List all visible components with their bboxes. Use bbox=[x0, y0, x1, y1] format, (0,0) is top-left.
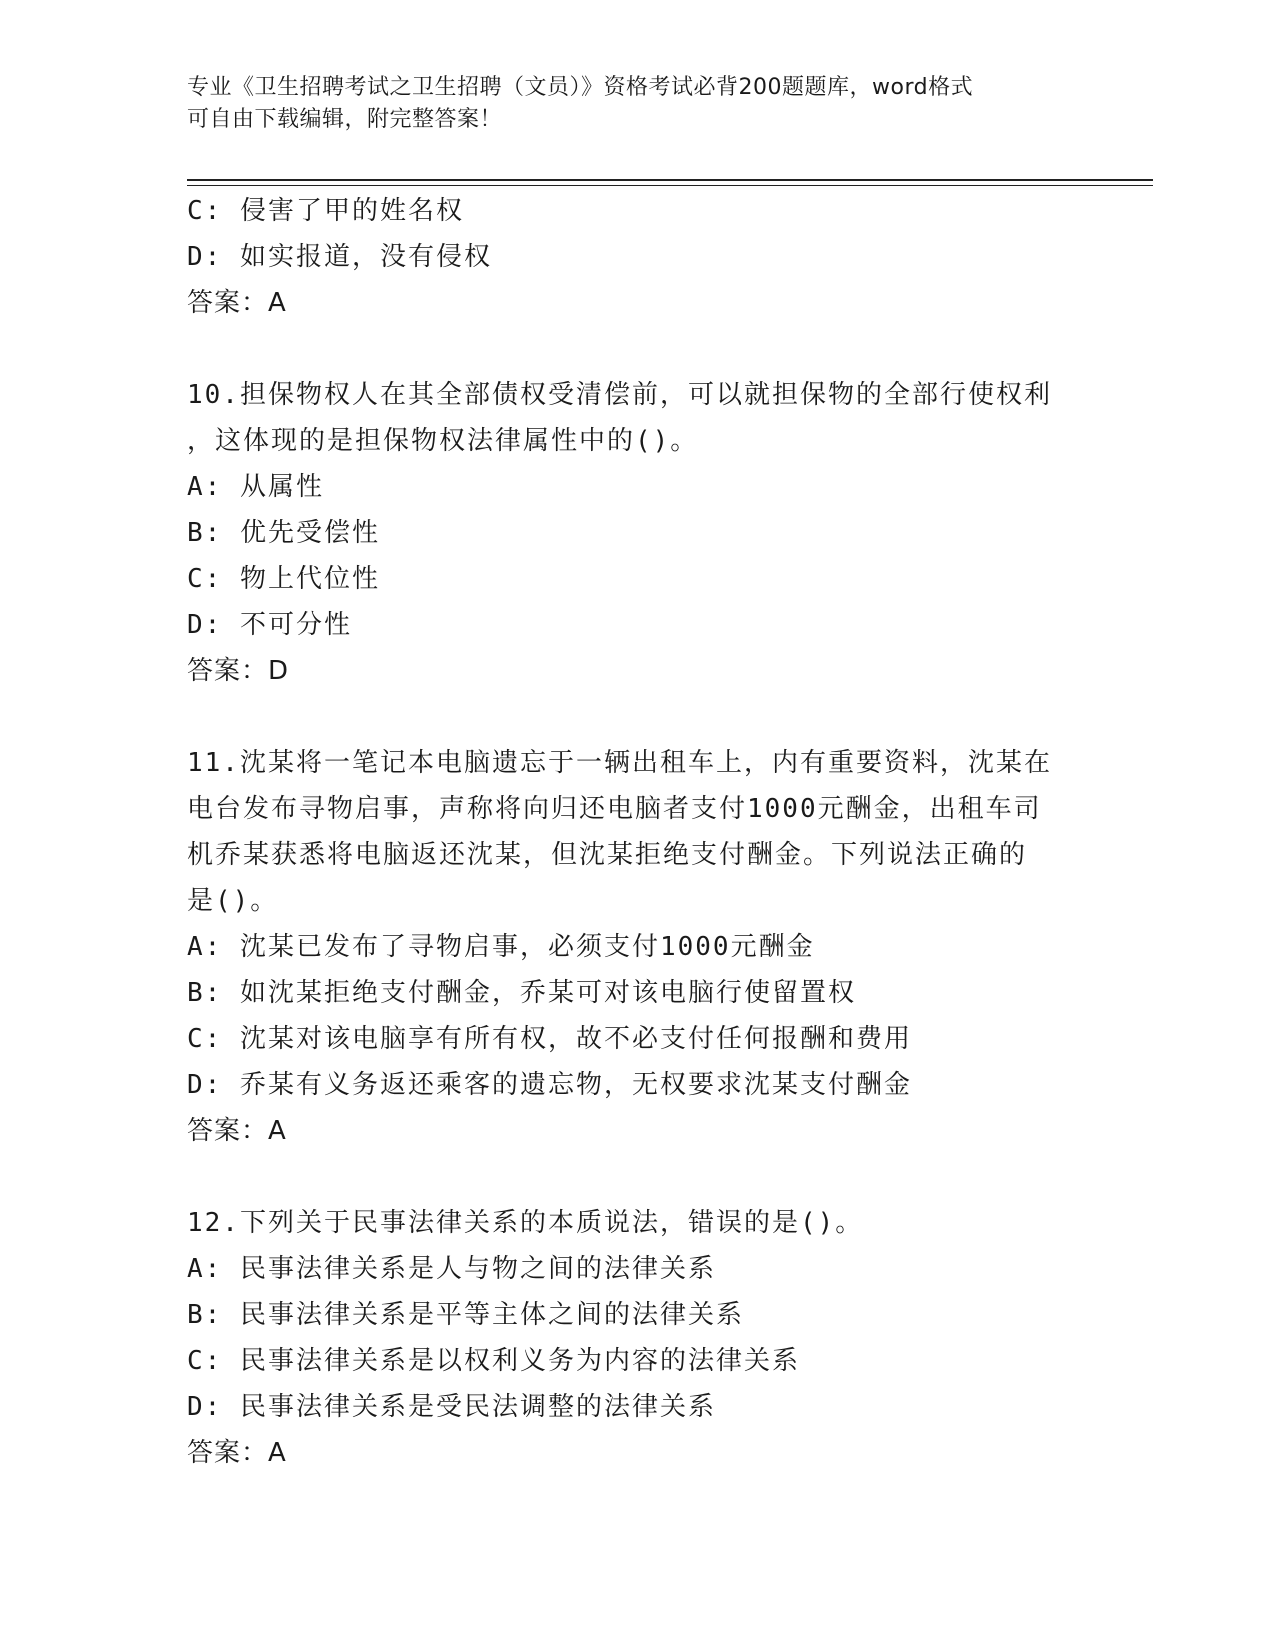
document-header bbox=[187, 72, 1087, 136]
answer-line: 答案：D bbox=[187, 656, 290, 686]
option-c: C: 民事法律关系是以权利义务为内容的法律关系 bbox=[187, 1346, 800, 1376]
question-11 bbox=[187, 740, 1087, 1154]
question-stem bbox=[187, 1200, 1087, 1246]
answer-line: 答案：A bbox=[187, 1438, 287, 1468]
question-stem bbox=[187, 740, 1087, 924]
spacer bbox=[187, 326, 1087, 372]
option-b: B: 如沈某拒绝支付酬金，乔某可对该电脑行使留置权 bbox=[187, 978, 856, 1008]
option-b: B: 优先受偿性 bbox=[187, 518, 380, 548]
header-line-1: 专业《卫生招聘考试之卫生招聘（文员）》资格考试必背200题题库，word格式 bbox=[187, 75, 974, 100]
stem-line: 电台发布寻物启事，声称将向归还电脑者支付1000元酬金，出租车司 bbox=[187, 794, 1042, 824]
header-divider-thick bbox=[187, 179, 1153, 181]
stem-line: 11.沈某将一笔记本电脑遗忘于一辆出租车上，内有重要资料，沈某在 bbox=[187, 748, 1052, 778]
option-d: D: 不可分性 bbox=[187, 610, 352, 640]
question-stem bbox=[187, 372, 1087, 464]
option-a: A: 民事法律关系是人与物之间的法律关系 bbox=[187, 1254, 716, 1284]
option-a: A: 从属性 bbox=[187, 472, 324, 502]
option-a: A: 沈某已发布了寻物启事，必须支付1000元酬金 bbox=[187, 932, 815, 962]
option-d: D: 如实报道，没有侵权 bbox=[187, 242, 492, 272]
answer-line: 答案：A bbox=[187, 1116, 287, 1146]
stem-line: 是()。 bbox=[187, 886, 279, 916]
question-12 bbox=[187, 1200, 1087, 1476]
option-c: C: 侵害了甲的姓名权 bbox=[187, 196, 464, 226]
stem-line: ，这体现的是担保物权法律属性中的()。 bbox=[187, 426, 699, 456]
stem-line: 机乔某获悉将电脑返还沈某，但沈某拒绝支付酬金。下列说法正确的 bbox=[187, 840, 1028, 870]
question-10 bbox=[187, 372, 1087, 694]
stem-line: 10.担保物权人在其全部债权受清偿前，可以就担保物的全部行使权利 bbox=[187, 380, 1052, 410]
option-c: C: 沈某对该电脑享有所有权，故不必支付任何报酬和费用 bbox=[187, 1024, 912, 1054]
question-list bbox=[187, 188, 1087, 1476]
question-9-tail bbox=[187, 188, 1087, 326]
option-d: D: 乔某有义务返还乘客的遗忘物，无权要求沈某支付酬金 bbox=[187, 1070, 912, 1100]
header-line-2: 可自由下载编辑，附完整答案！ bbox=[187, 107, 503, 132]
stem-line: 12.下列关于民事法律关系的本质说法，错误的是()。 bbox=[187, 1208, 864, 1238]
option-c: C: 物上代位性 bbox=[187, 564, 380, 594]
header-divider-thin bbox=[187, 185, 1153, 186]
answer-line: 答案：A bbox=[187, 288, 287, 318]
option-d: D: 民事法律关系是受民法调整的法律关系 bbox=[187, 1392, 716, 1422]
spacer bbox=[187, 694, 1087, 740]
option-b: B: 民事法律关系是平等主体之间的法律关系 bbox=[187, 1300, 744, 1330]
spacer bbox=[187, 1154, 1087, 1200]
